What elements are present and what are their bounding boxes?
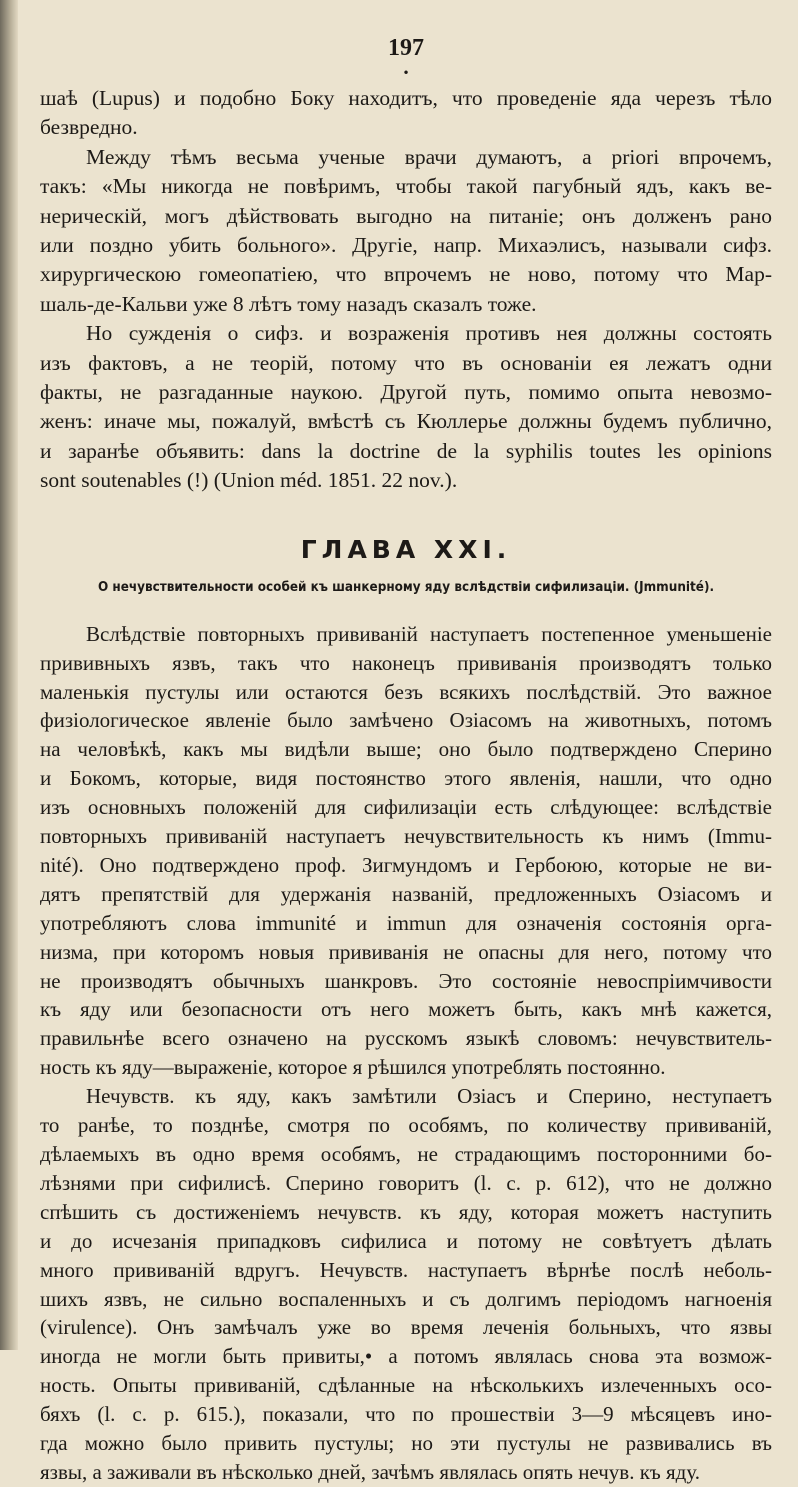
text-line: факты, не разгаданные наукою. Другой путь, помимо опыта невозмо-: [40, 380, 772, 405]
text-line: маленькія пустулы или остаются безъ всякихъ послѣдствій. Это важное: [40, 679, 772, 704]
chapter-title: ГЛАВА XXI.: [300, 534, 512, 564]
text-line: шаль-де-Кальви уже 8 лѣтъ тому назадъ сказалъ тоже.: [40, 291, 537, 316]
text-line: язвы, а заживали въ нѣсколько дней, зачѣмъ являлась опять нечув. къ яду.: [40, 1459, 701, 1484]
text-line: Между тѣмъ весьма ученые врачи думаютъ, a priori впрочемъ,: [86, 144, 772, 169]
text-line: хирургическою гомеопатіею, что впрочемъ не ново, потому что Мар-: [40, 262, 772, 287]
text-line: и Бокомъ, которые, видя постоянство этого явленія, нашли, что одно: [40, 766, 772, 791]
text-line: (virulence). Онъ замѣчалъ уже во время леченія больныхъ, что язвы: [40, 1315, 772, 1340]
text-line: дятъ препятствій для удержанія названій, предложенныхъ Озіасомъ и: [40, 881, 772, 906]
text-line: nité). Оно подтверждено проф. Зигмундомъ и Гербоюю, которые не ви-: [40, 852, 772, 877]
text-line: прививныхъ язвъ, такъ что наконецъ прививанія производятъ только: [40, 650, 772, 675]
chapter-body: [40, 620, 772, 1487]
text-line: изъ фактовъ, а не теорій, потому что въ основаніи ея лежатъ одни: [40, 350, 772, 375]
chapter-subtitle: О нечувствительности особей къ шанкерному яду вслѣдствіи сифилизаціи. (Jmmunité).: [97, 579, 715, 595]
text-line: изъ основныхъ положеній для сифилизаціи есть слѣдующее: вслѣдствіе: [40, 795, 772, 820]
text-line: правильнѣе всего означено на русскомъ языкѣ словомъ: нечувствитель-: [40, 1026, 772, 1051]
text-line: бяхъ (l. c. p. 615.), показали, что по прошествіи 3—9 мѣсяцевъ ино-: [40, 1402, 772, 1427]
text-line: шихъ язвъ, не сильно воспаленныхъ и съ долгимъ періодомъ нагноенія: [40, 1286, 772, 1311]
text-line: Вслѣдствіе повторныхъ прививаній наступаетъ постепенное уменьшеніе: [86, 621, 772, 646]
book-gutter-shadow: [0, 0, 18, 1350]
text-line: физіологическое явленіе было замѣчено Озіасомъ на животныхъ, потомъ: [40, 708, 772, 733]
text-line: ность къ яду—выраженіе, которое я рѣшился употреблять постоянно.: [40, 1055, 666, 1080]
page-number: 197: [388, 35, 424, 61]
text-line: нерическій, могъ дѣйствовать выгодно на питаніе; онъ долженъ рано: [40, 203, 772, 228]
text-line: много прививаній вдругъ. Нечувств. наступаетъ вѣрнѣе послѣ неболь-: [40, 1257, 772, 1282]
book-page: [40, 30, 772, 1487]
text-line: лѣзнями при сифилисѣ. Сперино говоритъ (l. c. p. 612), что не должно: [40, 1170, 772, 1195]
top-section: [40, 84, 772, 496]
text-line: и заранѣе объявить: dans la doctrine de la syphilis toutes les opinions: [40, 438, 772, 463]
text-line: гда можно было привить пустулы; но эти пустулы не развивались въ: [40, 1431, 772, 1456]
text-line: то ранѣе, то позднѣе, смотря по особямъ, по количеству прививаній,: [40, 1113, 772, 1138]
text-line: повторныхъ прививаній наступаетъ нечувствительность къ нимъ (Immu-: [40, 824, 772, 849]
text-line: употребляютъ слова immunité и immun для означенія состоянія орга-: [40, 910, 772, 935]
text-line: не производятъ обычныхъ шанкровъ. Это состояніе невоспріимчивости: [40, 968, 772, 993]
text-line: и до исчезанія припадковъ сифилиса и потому не совѣтуетъ дѣлать: [40, 1228, 772, 1253]
text-line: ность. Опыты прививаній, сдѣланные на нѣсколькихъ излеченныхъ осо-: [40, 1373, 772, 1398]
text-line: иногда не могли быть привиты,• а потомъ являлась снова эта возмож-: [40, 1344, 772, 1369]
text-line: низма, при которомъ новыя прививанія не опасны для него, потому что: [40, 939, 772, 964]
text-line: къ яду или безопасности отъ него можетъ быть, какъ мнѣ кажется,: [40, 997, 772, 1022]
text-line: Нечувств. къ яду, какъ замѣтили Озіасъ и Сперино, неступаетъ: [86, 1084, 772, 1109]
text-line: дѣлаемыхъ въ одно время особямъ, не страдающимъ посторонними бо-: [40, 1142, 772, 1166]
text-line: на человѣкѣ, какъ мы видѣли выше; оно было подтверждено Сперино: [40, 737, 772, 762]
page-number-dot: •: [402, 66, 410, 80]
text-line: или поздно убить больного». Другіе, напр. Михаэлисъ, называли сифз.: [40, 233, 772, 258]
text-line: безвредно.: [40, 115, 138, 140]
text-line: sont soutenables (!) (Union méd. 1851. 22 nov.).: [40, 468, 458, 493]
text-line: женъ: иначе мы, пожалуй, вмѣстѣ съ Кюллерье должны будемъ публично,: [40, 409, 772, 434]
text-line: шаѣ (Lupus) и подобно Боку находитъ, что проведенiе яда черезъ тѣло: [40, 86, 772, 110]
text-line: Но сужденія о сифз. и возраженія противъ нея должны состоять: [86, 321, 772, 346]
text-line: такъ: «Мы никогда не повѣримъ, чтобы такой пагубный ядъ, какъ ве-: [40, 174, 772, 199]
text-line: спѣшить съ достиженіемъ нечувств. къ яду, которая можетъ наступить: [40, 1199, 772, 1224]
